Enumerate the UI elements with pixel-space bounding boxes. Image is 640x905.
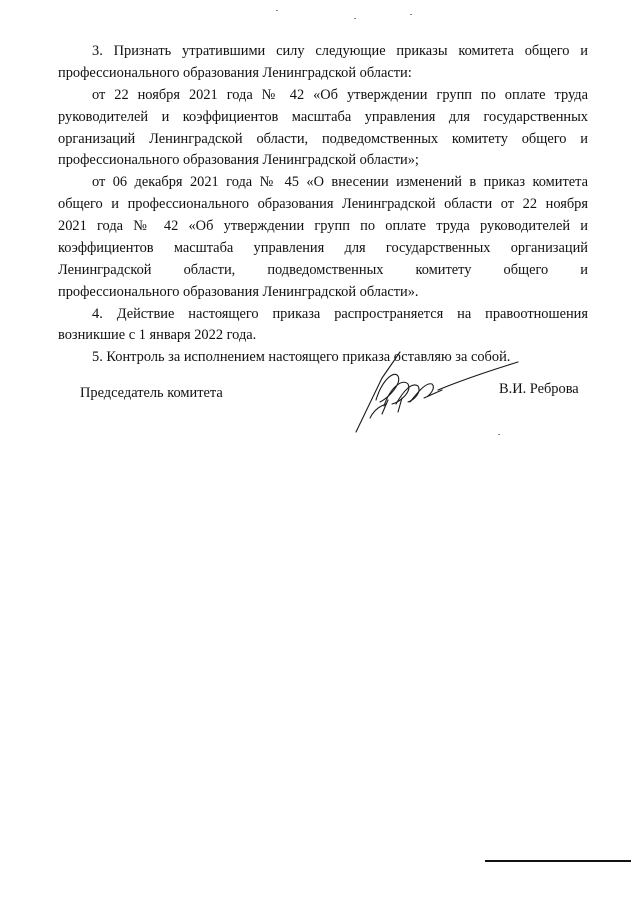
paragraph-5: 5. Контроль за исполнением настоящего приказа оставляю за собой. <box>92 349 511 365</box>
order-42-line-3: организаций Ленинградской области, подведомственных комитету общего и <box>58 131 588 147</box>
scan-speck <box>354 18 356 19</box>
scan-speck <box>276 10 278 11</box>
order-45-line-3: 2021 года № 42 «Об утверждении групп по оплате труда руководителей и <box>58 218 588 234</box>
paragraph-4-line-2: возникшие с 1 января 2022 года. <box>58 327 257 343</box>
bottom-rule <box>485 860 631 862</box>
order-45-line-5: Ленинградской области, подведомственных комитету общего и <box>58 262 588 278</box>
order-45-line-6: профессионального образования Ленинградской области». <box>58 284 419 300</box>
order-42-line-4: профессионального образования Ленинградской области»; <box>58 152 419 168</box>
scan-speck <box>498 434 500 435</box>
order-42-line-1: от 22 ноября 2021 года № 42 «Об утверждении групп по оплате труда <box>92 87 588 103</box>
signatory-name: В.И. Реброва <box>499 381 579 397</box>
order-42-line-2: руководителей и коэффициентов масштаба управления для государственных <box>58 109 588 125</box>
handwritten-signature <box>352 340 522 440</box>
paragraph-3-line-2: профессионального образования Ленинградской области: <box>58 65 412 81</box>
paragraph-3-line-1: 3. Признать утратившими силу следующие приказы комитета общего и <box>92 43 588 59</box>
signatory-position: Председатель комитета <box>80 385 223 401</box>
order-45-line-1: от 06 декабря 2021 года № 45 «О внесении изменений в приказ комитета <box>92 174 588 190</box>
paragraph-4-line-1: 4. Действие настоящего приказа распространяется на правоотношения <box>92 306 588 322</box>
order-45-line-2: общего и профессионального образования Ленинградской области от 22 ноября <box>58 196 588 212</box>
scan-speck <box>410 14 412 15</box>
order-45-line-4: коэффициентов масштаба управления для государственных организаций <box>58 240 588 256</box>
